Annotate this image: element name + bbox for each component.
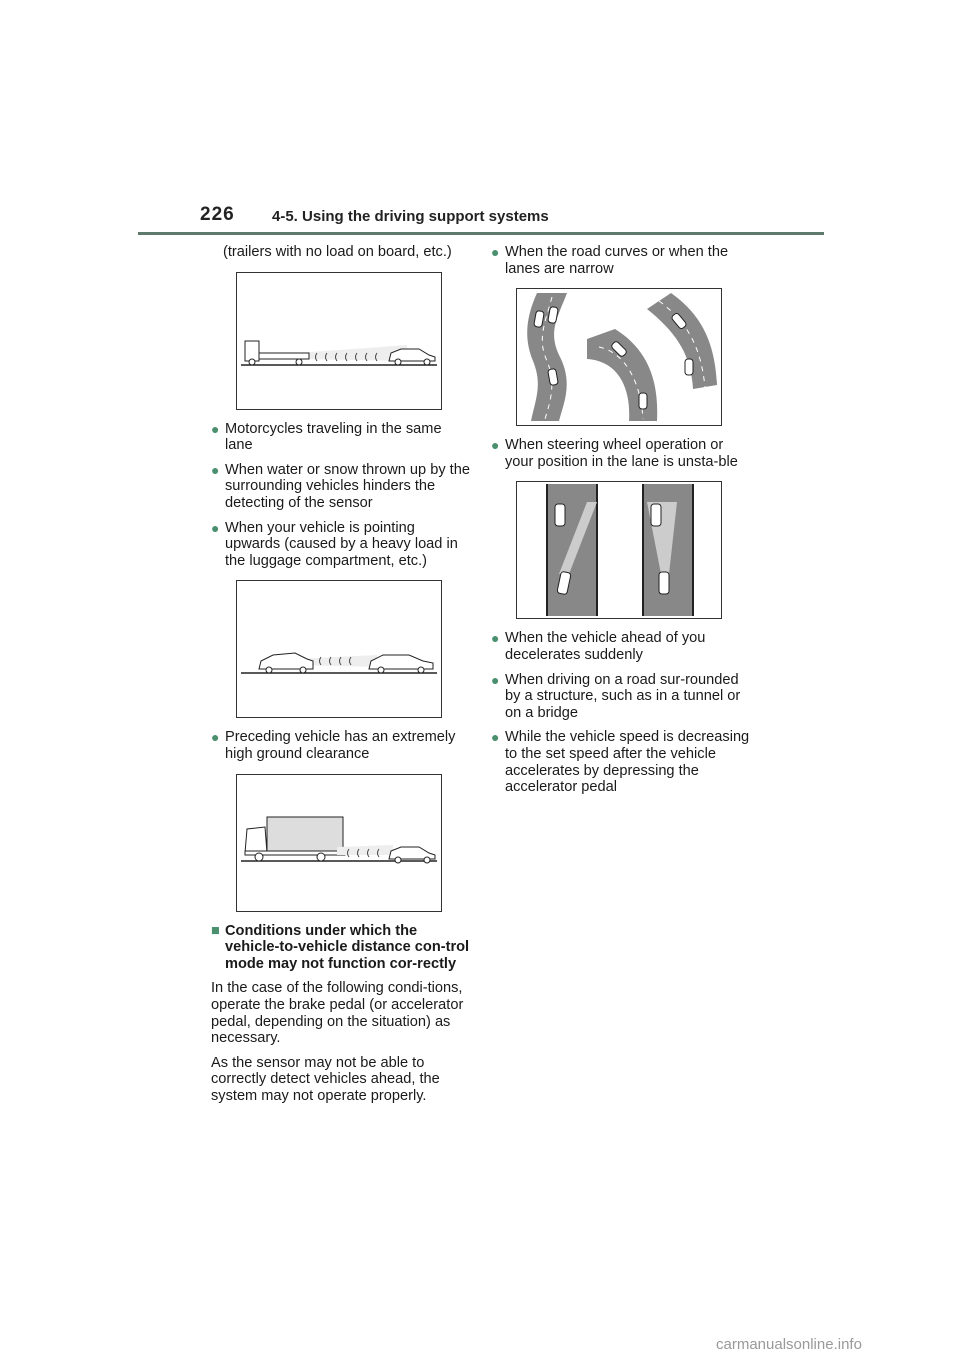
right-column bbox=[491, 244, 753, 804]
header-rule bbox=[138, 232, 824, 235]
bullet-icon: ● bbox=[211, 519, 220, 536]
bullet-icon: ● bbox=[491, 729, 500, 746]
intro-text: (trailers with no load on board, etc.) bbox=[223, 244, 452, 260]
bullet-water-snow: ● When water or snow thrown up by the surrounding vehicles hinders the detecting of the sensor bbox=[211, 461, 470, 511]
paragraph-sensor: As the sensor may not be able to correctly detect vehicles ahead, the system may not operate properly. bbox=[211, 1054, 440, 1104]
bullet-icon: ● bbox=[211, 729, 220, 746]
bullet-icon: ● bbox=[211, 461, 220, 478]
bullet-high-clearance: ● Preceding vehicle has an extremely high ground clearance bbox=[211, 729, 456, 762]
bullet-speed-decreasing: ● While the vehicle speed is decreasing to the set speed after the vehicle accelerates by depressing the accelerator pedal bbox=[491, 729, 750, 796]
bullet-tunnel-bridge: ● When driving on a road sur-rounded by a structure, such as in a tunnel or on a bridge bbox=[491, 671, 741, 721]
bullet-decelerates: ● When the vehicle ahead of you decelerates suddenly bbox=[491, 630, 706, 663]
paragraph-conditions: In the case of the following condi-tions, operate the brake pedal (or accelerator pedal, depending on the situation) as necessary. bbox=[211, 980, 464, 1047]
bullet-motorcycles: ● Motorcycles traveling in the same lane bbox=[211, 420, 442, 454]
figure-high-clearance bbox=[236, 774, 442, 912]
bullet-steering-unstable: ● When steering wheel operation or your position in the lane is unsta-ble bbox=[491, 437, 738, 470]
bullet-icon: ● bbox=[491, 244, 500, 260]
figure-curved-roads bbox=[516, 288, 722, 426]
figure-unstable-lane bbox=[516, 481, 722, 619]
left-column bbox=[211, 244, 473, 1112]
figure-trailer bbox=[236, 272, 442, 410]
bullet-icon: ● bbox=[491, 671, 500, 688]
heading-square-icon: ■ bbox=[211, 922, 220, 939]
bullet-icon: ● bbox=[491, 630, 500, 647]
figure-pointing-upwards bbox=[236, 580, 442, 718]
bullet-pointing-upwards: ● When your vehicle is pointing upwards (caused by a heavy load in the luggage compartment, etc.) bbox=[211, 519, 458, 569]
bullet-icon: ● bbox=[211, 420, 220, 437]
bullet-road-curves: ● When the road curves or when the lanes are narrow bbox=[491, 244, 729, 277]
watermark: carmanualsonline.info bbox=[716, 1336, 862, 1353]
bullet-icon: ● bbox=[491, 437, 500, 454]
section-title: 4-5. Using the driving support systems bbox=[272, 208, 549, 225]
page-number: 226 bbox=[200, 204, 235, 225]
section-heading: ■ Conditions under which the vehicle-to-vehicle distance con-trol mode may not function cor-rectly bbox=[211, 922, 470, 972]
